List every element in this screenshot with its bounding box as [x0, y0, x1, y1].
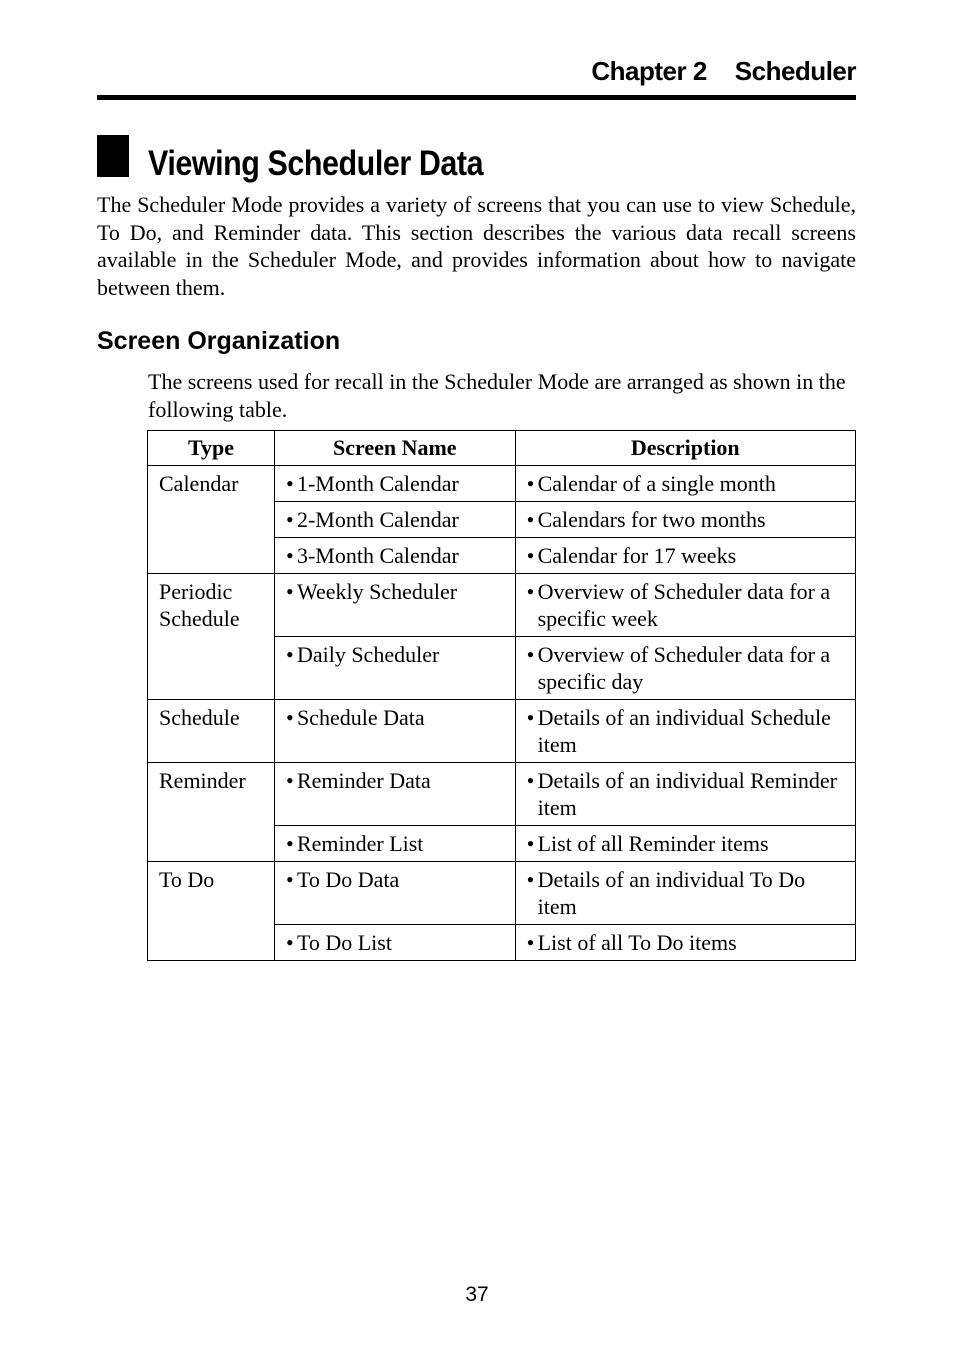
- description-text: Calendars for two months: [537, 507, 766, 532]
- description-cell: [515, 502, 855, 538]
- bullet-item: [286, 929, 505, 956]
- bullet: •: [285, 831, 294, 856]
- bullet: •: [285, 507, 294, 532]
- bullet: •: [526, 867, 535, 892]
- bullet-item: [286, 704, 505, 731]
- chapter-label: Chapter 2: [591, 56, 707, 86]
- running-header: [97, 56, 856, 100]
- description-text: List of all Reminder items: [537, 831, 769, 856]
- description-text: Calendar of a single month: [537, 471, 776, 496]
- type-cell: Schedule: [148, 700, 275, 763]
- screen-organization-table: [147, 430, 856, 961]
- bullet-item: [286, 506, 505, 533]
- description-cell: [515, 538, 855, 574]
- table-header-row: [148, 431, 856, 466]
- table-row: [148, 862, 856, 925]
- description-cell: [515, 763, 855, 826]
- description-text: Overview of Scheduler data for a specific day: [537, 642, 831, 694]
- bullet: •: [285, 579, 294, 604]
- bullet: •: [285, 642, 294, 667]
- bullet: •: [526, 543, 535, 568]
- lead-paragraph: The screens used for recall in the Scheduler Mode are arranged as shown in the following table.: [148, 369, 846, 422]
- screen-name-cell: [274, 502, 515, 538]
- type-cell: Reminder: [148, 763, 275, 862]
- bullet-item: [527, 641, 845, 695]
- bullet-item: [527, 704, 845, 758]
- bullet-item: [286, 470, 505, 497]
- bullet: •: [526, 930, 535, 955]
- bullet: •: [285, 543, 294, 568]
- section-heading: Screen Organization: [97, 327, 341, 355]
- screen-name-cell: [274, 826, 515, 862]
- description-text: Details of an individual Reminder item: [537, 768, 837, 820]
- column-header-description: Description: [515, 431, 855, 466]
- description-cell: [515, 862, 855, 925]
- bullet-item: [527, 830, 845, 857]
- type-cell: Calendar: [148, 466, 275, 574]
- bullet-item: [286, 767, 505, 794]
- description-text: Details of an individual To Do item: [537, 867, 806, 919]
- bullet-item: [286, 830, 505, 857]
- bullet-item: [286, 641, 505, 668]
- bullet: •: [285, 867, 294, 892]
- bullet: •: [285, 768, 294, 793]
- bullet-item: [527, 506, 845, 533]
- bullet: •: [526, 768, 535, 793]
- screen-name-text: 1-Month Calendar: [296, 471, 459, 496]
- bullet: •: [526, 579, 535, 604]
- screen-name-cell: [274, 700, 515, 763]
- screen-name-text: Reminder Data: [296, 768, 431, 793]
- screen-name-cell: [274, 538, 515, 574]
- type-cell: Periodic Schedule: [148, 574, 275, 700]
- bullet-item: [286, 542, 505, 569]
- bullet-item: [527, 767, 845, 821]
- bullet-item: [527, 542, 845, 569]
- bullet-item: [527, 578, 845, 632]
- description-cell: [515, 466, 855, 502]
- bullet: •: [526, 642, 535, 667]
- description-cell: [515, 925, 855, 961]
- screen-name-cell: [274, 574, 515, 637]
- description-cell: [515, 637, 855, 700]
- column-header-screen-name: Screen Name: [274, 431, 515, 466]
- description-text: List of all To Do items: [537, 930, 737, 955]
- screen-name-text: To Do List: [296, 930, 392, 955]
- type-cell: To Do: [148, 862, 275, 961]
- screen-name-cell: [274, 466, 515, 502]
- screen-name-text: To Do Data: [296, 867, 400, 892]
- table-row: [148, 763, 856, 826]
- column-header-type: Type: [148, 431, 275, 466]
- screen-name-text: Reminder List: [296, 831, 424, 856]
- page-title: Viewing Scheduler Data: [148, 144, 484, 183]
- screen-name-text: 2-Month Calendar: [296, 507, 459, 532]
- intro-paragraph: The Scheduler Mode provides a variety of screens that you can use to view Schedule, To Do, and Reminder data. This section describes the various data recall screens available in the Scheduler Mode, and provides information about how to navigate between them.: [97, 192, 856, 300]
- description-cell: [515, 826, 855, 862]
- bullet: •: [526, 507, 535, 532]
- screen-name-cell: [274, 925, 515, 961]
- bullet-item: [286, 578, 505, 605]
- bullet: •: [526, 705, 535, 730]
- bullet: •: [526, 831, 535, 856]
- screen-name-cell: [274, 637, 515, 700]
- bullet-item: [527, 470, 845, 497]
- screen-name-text: Schedule Data: [296, 705, 425, 730]
- table-row: [148, 700, 856, 763]
- table-row: [148, 574, 856, 637]
- table-row: [148, 466, 856, 502]
- bullet: •: [285, 471, 294, 496]
- screen-name-cell: [274, 763, 515, 826]
- description-text: Overview of Scheduler data for a specific week: [537, 579, 831, 631]
- title-marker-block: [97, 135, 129, 177]
- description-text: Calendar for 17 weeks: [537, 543, 737, 568]
- screen-name-cell: [274, 862, 515, 925]
- screen-name-text: Daily Scheduler: [296, 642, 440, 667]
- description-cell: [515, 574, 855, 637]
- bullet: •: [285, 930, 294, 955]
- section-label: Scheduler: [734, 56, 856, 86]
- screen-name-text: 3-Month Calendar: [296, 543, 459, 568]
- description-cell: [515, 700, 855, 763]
- bullet: •: [526, 471, 535, 496]
- description-text: Details of an individual Schedule item: [537, 705, 831, 757]
- screen-name-text: Weekly Scheduler: [296, 579, 458, 604]
- bullet-item: [527, 866, 845, 920]
- page-number: 37: [465, 1283, 489, 1306]
- bullet: •: [285, 705, 294, 730]
- bullet-item: [286, 866, 505, 893]
- bullet-item: [527, 929, 845, 956]
